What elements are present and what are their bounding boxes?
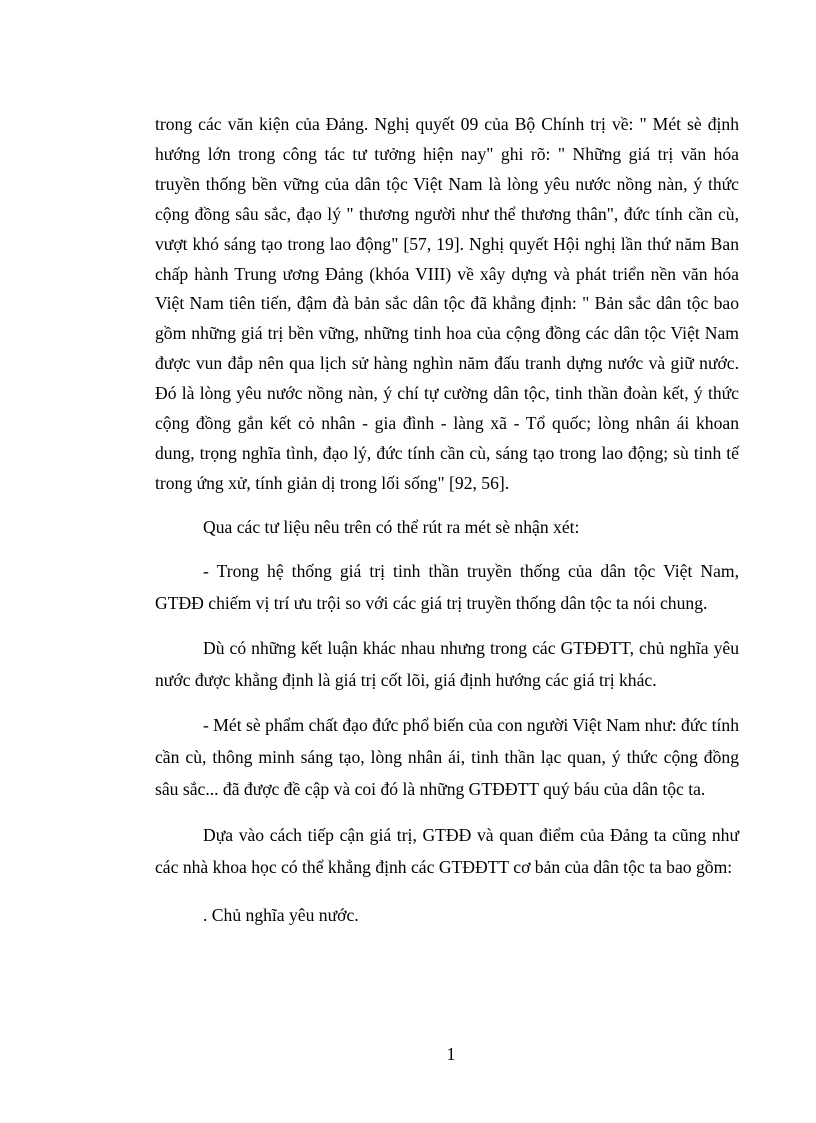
page-number: 1 xyxy=(446,1044,456,1064)
document-body xyxy=(155,110,739,931)
paragraph-party-documents: trong các văn kiện của Đảng. Nghị quyết 09 của Bộ Chính trị về: " Mét sè định hướng lớn trong công tác tư tưởng hiện nay" ghi rõ: " Những giá trị văn hóa truyền thống bền vững của dân tộc Việt Nam là lòng yêu nước nồng nàn, ý thức cộng đồng sâu sắc, đạo lý " thương người như thể thương thân", đức tính cần cù, vượt khó sáng tạo trong lao động" [57, 19]. Nghị quyết Hội nghị lần thứ năm Ban chấp hành Trung ương Đảng (khóa VIII) về xây dựng và phát triển nền văn hóa Việt Nam tiên tiến, đậm đà bản sắc dân tộc đã khẳng định: " Bản sắc dân tộc bao gồm những giá trị bền vững, những tinh hoa của cộng đồng các dân tộc Việt Nam được vun đắp nên qua lịch sử hàng nghìn năm đấu tranh dựng nước và giữ nước. Đó là lòng yêu nước nồng nàn, ý chí tự cường dân tộc, tinh thần đoàn kết, ý thức cộng đồng gắn kết cỏ nhân - gia đình - làng xã - Tổ quốc; lòng nhân ái khoan dung, trọng nghĩa tình, đạo lý, đức tính cần cù, sáng tạo trong lao động; sù tinh tế trong ứng xử, tính giản dị trong lối sống" [92, 56]. xyxy=(155,114,739,493)
paragraph-moral-values-priority: - Trong hệ thống giá trị tinh thần truyền thống của dân tộc Việt Nam, GTĐĐ chiếm vị trí ưu trội so với các giá trị truyền thống dân tộc ta nói chung. xyxy=(155,560,739,613)
list-item-patriotism: . Chủ nghĩa yêu nước. xyxy=(203,904,359,925)
paragraph-moral-qualities: - Mét sè phẩm chất đạo đức phổ biến của con người Việt Nam như: đức tính cần cù, thông minh sáng tạo, lòng nhân ái, tinh thần lạc quan, ý thức cộng đồng sâu sắc... đã được đề cập và coi đó là những GTĐĐTT quý báu của dân tộc ta. xyxy=(155,715,739,800)
paragraph-remarks-intro: Qua các tư liệu nêu trên có thể rút ra mét sè nhận xét: xyxy=(203,516,580,537)
paragraph-basic-values: Dựa vào cách tiếp cận giá trị, GTĐĐ và quan điểm của Đảng ta cũng như các nhà khoa học có thể khẳng định các GTĐĐTT cơ bản của dân tộc ta bao gồm: xyxy=(155,824,739,877)
paragraph-patriotism-core: Dù có những kết luận khác nhau nhưng trong các GTĐĐTT, chủ nghĩa yêu nước được khẳng định là giá trị cốt lõi, giá định hướng các giá trị khác. xyxy=(155,638,739,691)
